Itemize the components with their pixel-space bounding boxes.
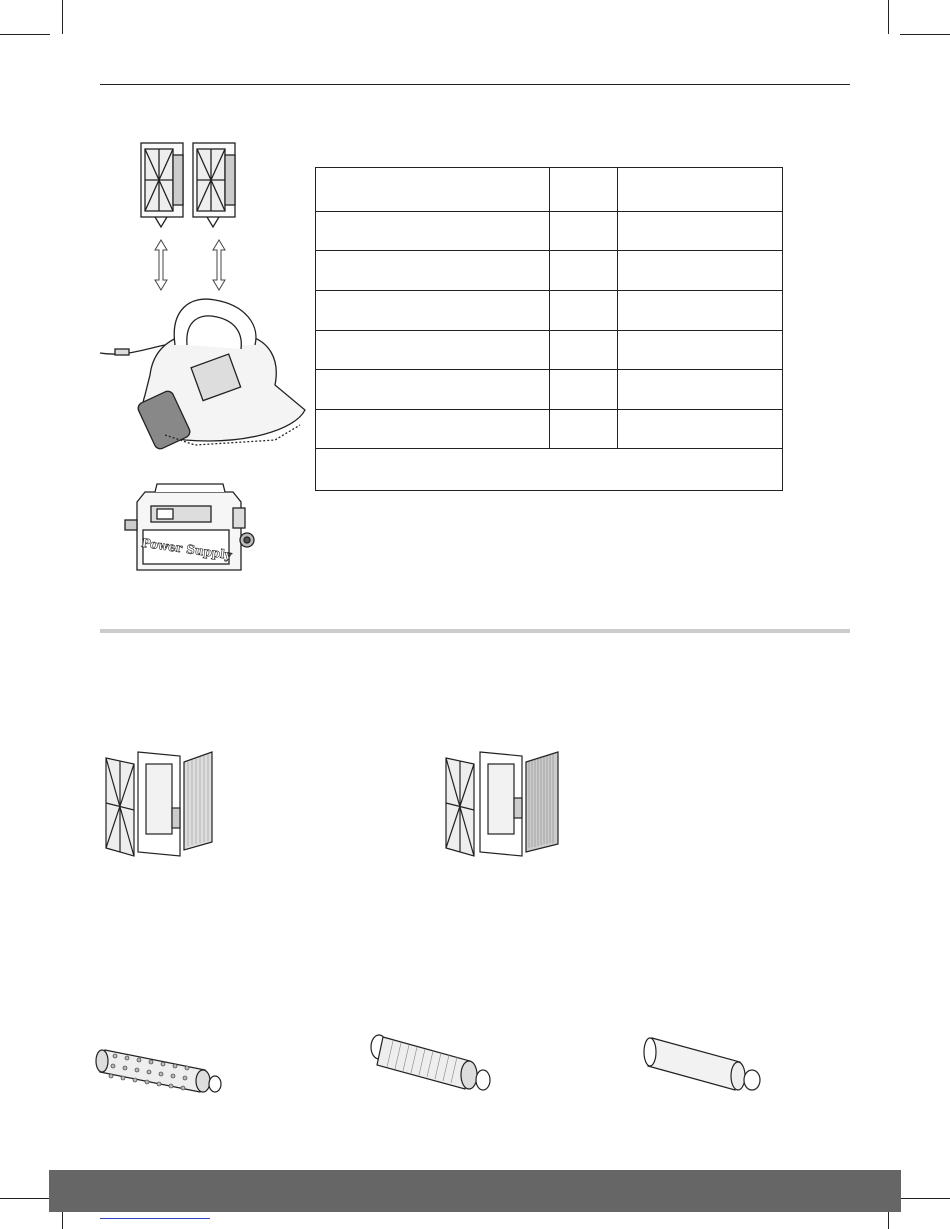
robot-cleaner-figure xyxy=(95,135,295,465)
table-cell xyxy=(618,212,783,251)
table-header-row xyxy=(316,168,783,212)
table-cell xyxy=(618,370,783,410)
table-cell xyxy=(618,410,783,449)
footer-link-underline xyxy=(100,1218,210,1219)
spec-table xyxy=(315,167,783,491)
section-divider xyxy=(100,629,850,633)
table-row xyxy=(316,331,783,370)
table-cell xyxy=(550,291,618,331)
table-cell xyxy=(618,331,783,370)
table-row xyxy=(316,370,783,410)
filter-cartridge-icon xyxy=(193,143,235,227)
filter-kit-figure xyxy=(100,748,220,863)
table-cell xyxy=(316,410,550,449)
power-supply-figure xyxy=(115,480,270,585)
table-cell xyxy=(550,331,618,370)
table-cell xyxy=(316,331,550,370)
crop-mark xyxy=(0,1198,50,1199)
table-cell xyxy=(618,251,783,291)
crop-mark xyxy=(900,1198,950,1199)
table-cell xyxy=(550,370,618,410)
power-supply-label: Power Supply xyxy=(140,535,233,563)
filter-cartridge-icon xyxy=(141,143,183,227)
table-cell xyxy=(316,291,550,331)
table-row xyxy=(316,251,783,291)
roller-figure xyxy=(640,1030,770,1100)
crop-mark xyxy=(62,0,63,34)
ribbed-brush-figure xyxy=(365,1025,500,1100)
table-cell xyxy=(316,212,550,251)
table-cell xyxy=(316,168,550,212)
table-row xyxy=(316,212,783,251)
double-arrow-icon xyxy=(155,240,225,290)
table-cell xyxy=(550,410,618,449)
table-footer-row xyxy=(316,449,783,491)
table-row xyxy=(316,410,783,449)
spiked-brush-figure xyxy=(95,1030,230,1100)
table-cell xyxy=(316,370,550,410)
table-cell xyxy=(618,168,783,212)
table-cell xyxy=(316,449,783,491)
table-cell xyxy=(550,168,618,212)
table-cell xyxy=(550,212,618,251)
filter-kit-figure xyxy=(440,748,565,863)
crop-mark xyxy=(900,34,950,35)
robot-cleaner-icon xyxy=(100,299,305,451)
table-cell xyxy=(618,291,783,331)
table-cell xyxy=(316,251,550,291)
table-cell xyxy=(550,251,618,291)
header-rule xyxy=(100,84,850,85)
crop-mark xyxy=(888,0,889,34)
footer-bar xyxy=(49,1170,901,1212)
table-row xyxy=(316,291,783,331)
crop-mark xyxy=(0,34,50,35)
